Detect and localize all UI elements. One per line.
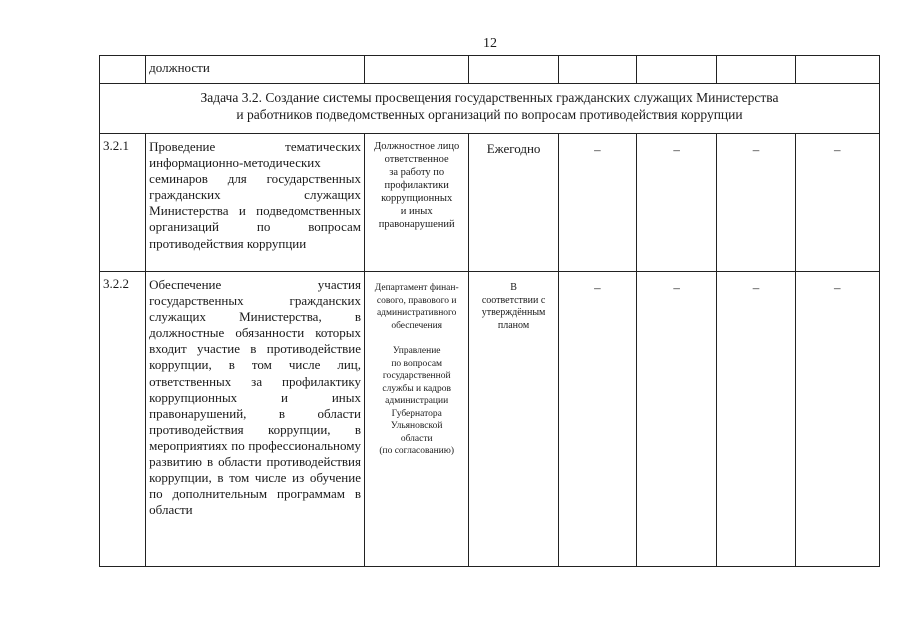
responsible-line: Должностное лицо (374, 141, 460, 152)
description-cell (146, 134, 365, 272)
description-cell (146, 56, 365, 84)
responsible-line: сового, правового и (376, 295, 457, 306)
row-description: Проведение тематических информационно-методических семинаров для государственных гражданских служащих Министерства и подведомственных организаций по вопросам противодействия коррупции (149, 139, 361, 251)
term-cell (469, 134, 558, 272)
number-cell (100, 272, 146, 567)
responsible-line: службы и кадров (382, 383, 451, 394)
term-text (469, 272, 557, 332)
value-cell (795, 134, 879, 272)
responsible-line: коррупционных (381, 193, 453, 204)
task-title-line1: Задача 3.2. Создание системы просвещения государственных гражданских служащих Министерства (200, 90, 779, 105)
term-cell (469, 272, 558, 567)
term-line: соответствии с (481, 294, 546, 306)
responsible-line: по вопросам (391, 358, 443, 369)
dash-value: – (673, 142, 680, 157)
responsible-cell (365, 56, 469, 84)
number-cell (100, 134, 146, 272)
responsible-line: (по согласованию) (379, 446, 455, 456)
dash-value: – (834, 142, 841, 157)
dash-value: – (752, 142, 760, 157)
responsible-line: Губернатора (391, 408, 442, 419)
value-cell (637, 272, 717, 567)
responsible-line: администрации (385, 396, 449, 406)
value-cell (795, 272, 879, 567)
dash-value: – (673, 280, 680, 295)
value-cell (795, 56, 879, 84)
measures-table (99, 55, 880, 567)
dash-value: – (752, 280, 760, 295)
value-cell (637, 134, 717, 272)
value-cell (558, 134, 636, 272)
responsible-line: обеспечения (391, 320, 443, 331)
value-cell (558, 272, 636, 567)
value-cell (637, 56, 717, 84)
task-title-line2: и работников подведомственных организаций по вопросам противодействия коррупции (236, 107, 743, 122)
task-heading-cell (100, 84, 880, 134)
term-line: В (510, 282, 517, 293)
responsible-line: Ульяновской (390, 421, 443, 431)
row-number: 3.2.1 (103, 138, 129, 153)
description-cell (146, 272, 365, 567)
responsible-line: административного (376, 308, 457, 318)
task-heading-row (100, 84, 880, 134)
value-cell (717, 272, 795, 567)
responsible-cell (365, 272, 469, 567)
responsible-line: профилактики (384, 180, 449, 191)
term-cell (469, 56, 558, 84)
responsible-line: государственной (382, 371, 451, 381)
responsible-cell (365, 134, 469, 272)
page-number: 12 (483, 36, 497, 51)
value-cell (558, 56, 636, 84)
responsible-line: Управление (392, 346, 441, 356)
term-line: утверждённым (481, 307, 546, 318)
term-line: планом (497, 319, 530, 331)
task-title (100, 84, 879, 123)
responsible-line: ответственное (384, 154, 449, 165)
value-cell (717, 134, 795, 272)
number-cell (100, 56, 146, 84)
value-cell (717, 56, 795, 84)
responsible-line: и иных (400, 206, 433, 217)
row-description: Обеспечение участия государственных гражданских служащих Министерства, в должностные обязанности которых входит участие в противодействие коррупции, в том числе лиц, ответственных за профилактику коррупционных и иных правонарушений, в области противодействия коррупции, в мероприятиях по профессиональному развитию в области противодействия коррупции, в том числе из обучение по дополнительным программам в области (149, 277, 361, 518)
dash-value: – (594, 280, 601, 295)
table-row-continuation (100, 56, 880, 84)
term-text: Ежегодно (486, 141, 541, 156)
responsible-line: области (400, 433, 433, 444)
dash-value: – (834, 280, 841, 295)
dash-value: – (594, 142, 601, 157)
table-row-3-2-2 (100, 272, 880, 567)
continuation-text: должности (149, 60, 210, 75)
responsible-line: за работу по (389, 167, 445, 178)
row-number: 3.2.2 (103, 276, 129, 291)
responsible-text (365, 134, 468, 231)
table-row-3-2-1 (100, 134, 880, 272)
responsible-line: Департамент финан- (374, 283, 459, 293)
responsible-text (365, 272, 468, 458)
responsible-line: правонарушений (378, 219, 455, 230)
